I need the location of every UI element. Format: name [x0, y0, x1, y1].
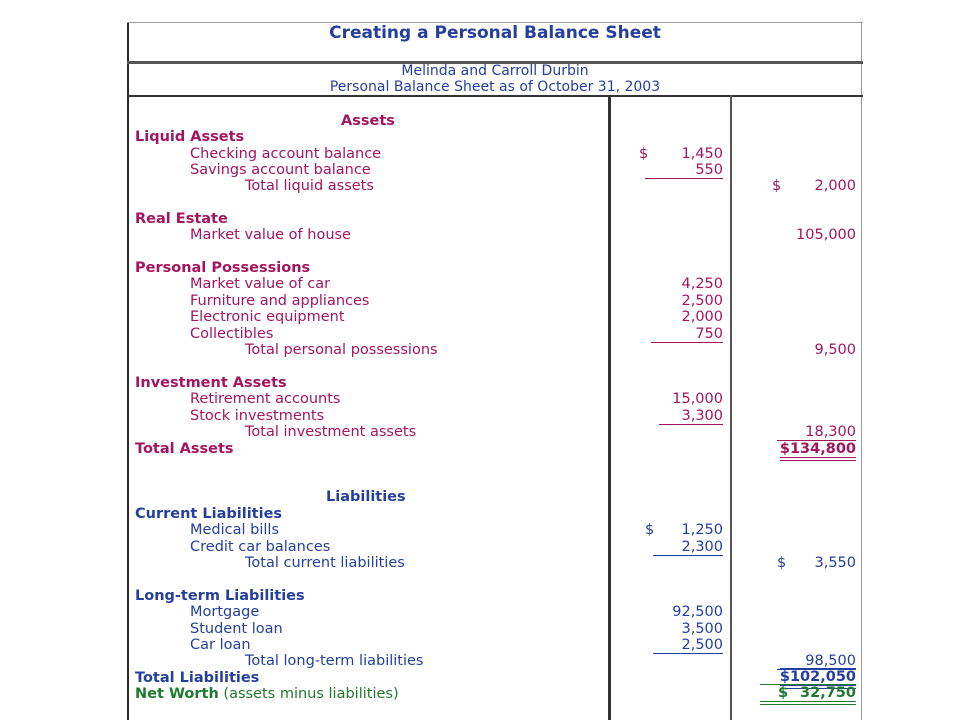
- electronics-label: Electronic equipment: [190, 309, 345, 325]
- medical-value: 1,250: [681, 522, 723, 538]
- car-loan-value: 2,500: [653, 637, 723, 654]
- house-value: 105,000: [796, 227, 856, 243]
- total-assets-label: Total Assets: [135, 441, 234, 457]
- total-long-term-label: Total long-term liabilities: [245, 653, 424, 669]
- retirement-value: 15,000: [672, 391, 723, 407]
- total-current-row: [127, 555, 863, 571]
- credit-value: 2,300: [653, 539, 723, 556]
- investment-heading: Investment Assets: [135, 375, 287, 391]
- credit-row: [127, 539, 863, 555]
- mortgage-value: 92,500: [672, 604, 723, 620]
- liquid-assets-heading: Liquid Assets: [135, 129, 245, 145]
- net-worth-label-group: [135, 686, 399, 702]
- stock-value: 3,300: [659, 408, 723, 425]
- total-possessions-value: 9,500: [814, 342, 856, 358]
- total-investment-value: 18,300: [777, 424, 856, 441]
- checking-currency: $: [639, 146, 649, 162]
- car-row: [127, 276, 863, 292]
- total-investment-label: Total investment assets: [245, 424, 417, 440]
- net-worth-value-group: [760, 684, 856, 705]
- possessions-row: [127, 260, 863, 276]
- total-current-currency: $: [777, 555, 787, 571]
- medical-row: [127, 522, 863, 538]
- checking-value: 1,450: [681, 146, 723, 162]
- real-estate-row: [127, 211, 863, 227]
- furniture-label: Furniture and appliances: [190, 293, 370, 309]
- total-liquid-label: Total liquid assets: [245, 178, 374, 194]
- electronics-row: [127, 309, 863, 325]
- total-long-term-value: 98,500: [777, 653, 856, 670]
- total-liabilities-value: $102,050: [780, 668, 856, 689]
- checking-row: [127, 146, 863, 162]
- total-assets-row: [127, 441, 863, 457]
- electronics-value: 2,000: [681, 309, 723, 325]
- furniture-value: 2,500: [681, 293, 723, 309]
- investment-row: [127, 375, 863, 391]
- collectibles-label: Collectibles: [190, 326, 274, 342]
- collectibles-row: [127, 326, 863, 342]
- total-liabilities-label: Total Liabilities: [135, 670, 260, 686]
- student-loan-row: [127, 621, 863, 637]
- assets-heading: Assets: [341, 113, 395, 129]
- mortgage-row: [127, 604, 863, 620]
- liabilities-heading-row: [127, 489, 863, 505]
- sheet-subtitle: Personal Balance Sheet as of October 31, 2003: [329, 79, 661, 95]
- net-worth-row: [127, 686, 863, 702]
- car-label: Market value of car: [190, 276, 331, 292]
- header-divider: [127, 95, 863, 97]
- balance-sheet: [127, 22, 863, 720]
- total-current-label: Total current liabilities: [245, 555, 405, 571]
- total-long-term-row: [127, 653, 863, 669]
- medical-label: Medical bills: [190, 522, 280, 538]
- retirement-row: [127, 391, 863, 407]
- total-possessions-row: [127, 342, 863, 358]
- total-liquid-currency: $: [772, 178, 782, 194]
- real-estate-heading: Real Estate: [135, 211, 228, 227]
- house-row: [127, 227, 863, 243]
- liquid-assets-row: [127, 129, 863, 145]
- owner-names: Melinda and Carroll Durbin: [401, 63, 589, 79]
- total-investment-row: [127, 424, 863, 440]
- savings-label: Savings account balance: [190, 162, 371, 178]
- savings-row: [127, 162, 863, 178]
- liabilities-heading: Liabilities: [326, 489, 406, 505]
- long-term-heading: Long-term Liabilities: [135, 588, 305, 604]
- total-liquid-value: 2,000: [814, 178, 856, 194]
- car-loan-label: Car loan: [190, 637, 251, 653]
- car-value: 4,250: [681, 276, 723, 292]
- page-title: Creating a Personal Balance Sheet: [329, 23, 661, 43]
- student-loan-label: Student loan: [190, 621, 283, 637]
- total-current-value: 3,550: [814, 555, 856, 571]
- current-liabilities-row: [127, 506, 863, 522]
- total-assets-value: $134,800: [780, 441, 856, 461]
- stock-row: [127, 408, 863, 424]
- house-label: Market value of house: [190, 227, 351, 243]
- long-term-row: [127, 588, 863, 604]
- current-liabilities-heading: Current Liabilities: [135, 506, 283, 522]
- net-worth-label: Net Worth: [135, 686, 219, 702]
- total-possessions-label: Total personal possessions: [245, 342, 438, 358]
- total-liquid-row: [127, 178, 863, 194]
- net-worth-value: 32,750: [800, 685, 856, 701]
- stock-label: Stock investments: [190, 408, 325, 424]
- net-worth-currency: $: [777, 685, 789, 701]
- credit-label: Credit car balances: [190, 539, 331, 555]
- total-liabilities-row: [127, 670, 863, 686]
- checking-label: Checking account balance: [190, 146, 382, 162]
- medical-currency: $: [645, 522, 655, 538]
- student-loan-value: 3,500: [681, 621, 723, 637]
- furniture-row: [127, 293, 863, 309]
- assets-heading-row: [127, 113, 863, 129]
- car-loan-row: [127, 637, 863, 653]
- possessions-heading: Personal Possessions: [135, 260, 311, 276]
- savings-value: 550: [645, 162, 723, 179]
- retirement-label: Retirement accounts: [190, 391, 341, 407]
- net-worth-note: (assets minus liabilities): [223, 686, 399, 702]
- collectibles-value: 750: [651, 326, 723, 343]
- mortgage-label: Mortgage: [190, 604, 260, 620]
